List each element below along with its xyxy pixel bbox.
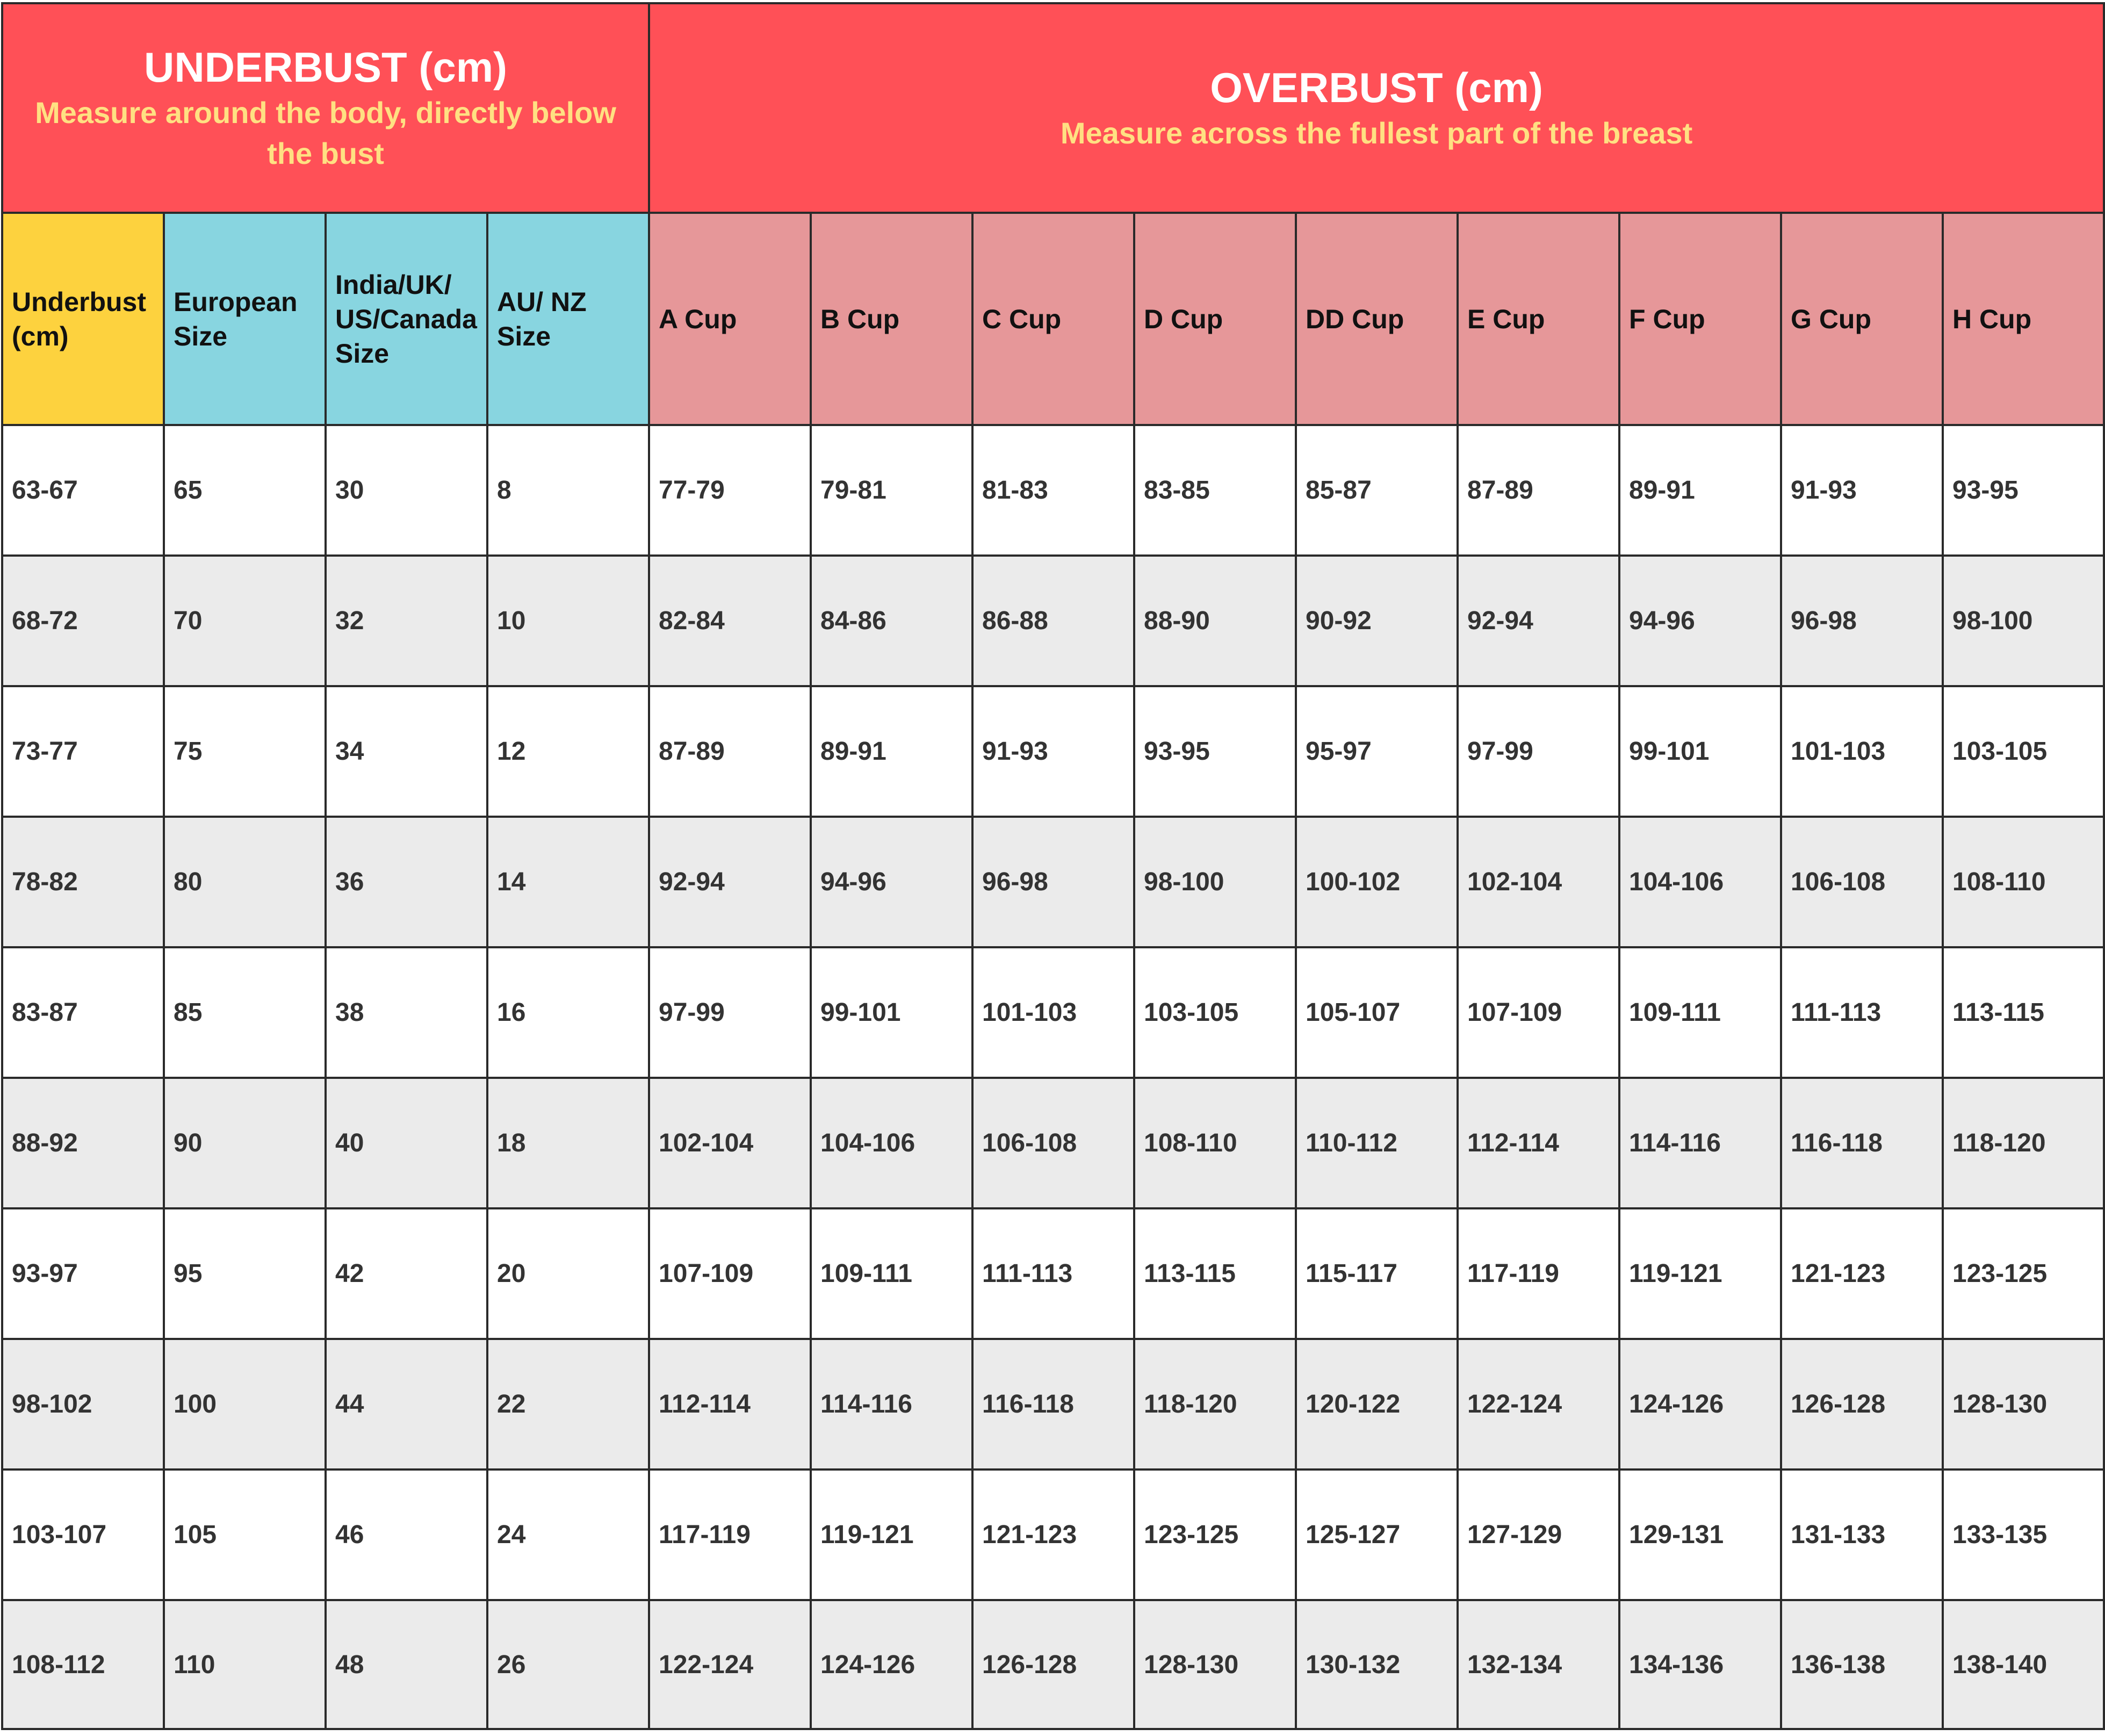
table-cell: 120-122: [1296, 1339, 1458, 1470]
column-header: B Cup: [811, 213, 972, 425]
table-cell: 126-128: [972, 1600, 1134, 1729]
table-cell: 107-109: [649, 1208, 811, 1339]
table-row: [2, 686, 2104, 817]
table-cell: 16: [487, 947, 649, 1078]
table-cell: 44: [326, 1339, 487, 1470]
column-header: DD Cup: [1296, 213, 1458, 425]
table-row: [2, 817, 2104, 947]
column-header: European Size: [164, 213, 326, 425]
table-cell: 80: [164, 817, 326, 947]
bra-size-chart: [1, 2, 2105, 1730]
table-cell: 77-79: [649, 425, 811, 556]
table-cell: 118-120: [1943, 1078, 2104, 1208]
table-cell: 104-106: [811, 1078, 972, 1208]
table-cell: 79-81: [811, 425, 972, 556]
table-cell: 111-113: [1781, 947, 1943, 1078]
table-cell: 132-134: [1458, 1600, 1619, 1729]
table-cell: 92-94: [1458, 556, 1619, 686]
column-header: D Cup: [1134, 213, 1296, 425]
band-header-row: [2, 3, 2104, 213]
table-cell: 133-135: [1943, 1470, 2104, 1600]
table-cell: 101-103: [972, 947, 1134, 1078]
underbust-band-title: UNDERBUST (cm): [144, 44, 508, 91]
table-cell: 87-89: [649, 686, 811, 817]
table-cell: 105-107: [1296, 947, 1458, 1078]
table-cell: 78-82: [2, 817, 164, 947]
table-cell: 84-86: [811, 556, 972, 686]
table-row: [2, 556, 2104, 686]
table-cell: 96-98: [972, 817, 1134, 947]
column-header: India/UK/ US/Canada Size: [326, 213, 487, 425]
table-cell: 134-136: [1619, 1600, 1781, 1729]
table-cell: 93-97: [2, 1208, 164, 1339]
table-cell: 124-126: [1619, 1339, 1781, 1470]
table-cell: 48: [326, 1600, 487, 1729]
table-cell: 117-119: [649, 1470, 811, 1600]
table-cell: 30: [326, 425, 487, 556]
table-cell: 88-90: [1134, 556, 1296, 686]
table-cell: 111-113: [972, 1208, 1134, 1339]
column-header: A Cup: [649, 213, 811, 425]
table-cell: 105: [164, 1470, 326, 1600]
table-cell: 63-67: [2, 425, 164, 556]
table-cell: 110-112: [1296, 1078, 1458, 1208]
table-cell: 121-123: [972, 1470, 1134, 1600]
table-cell: 106-108: [972, 1078, 1134, 1208]
table-cell: 90-92: [1296, 556, 1458, 686]
table-cell: 94-96: [811, 817, 972, 947]
table-cell: 98-102: [2, 1339, 164, 1470]
table-cell: 127-129: [1458, 1470, 1619, 1600]
table-cell: 87-89: [1458, 425, 1619, 556]
table-cell: 32: [326, 556, 487, 686]
table-cell: 22: [487, 1339, 649, 1470]
table-cell: 117-119: [1458, 1208, 1619, 1339]
table-cell: 123-125: [1134, 1470, 1296, 1600]
table-cell: 91-93: [1781, 425, 1943, 556]
overbust-band-header: [649, 3, 2104, 213]
table-cell: 90: [164, 1078, 326, 1208]
table-cell: 136-138: [1781, 1600, 1943, 1729]
table-row: [2, 1208, 2104, 1339]
table-cell: 107-109: [1458, 947, 1619, 1078]
table-cell: 103-107: [2, 1470, 164, 1600]
underbust-band-header: [2, 3, 649, 213]
table-cell: 89-91: [811, 686, 972, 817]
table-cell: 65: [164, 425, 326, 556]
table-cell: 88-92: [2, 1078, 164, 1208]
table-cell: 85: [164, 947, 326, 1078]
table-cell: 103-105: [1943, 686, 2104, 817]
table-cell: 92-94: [649, 817, 811, 947]
table-cell: 112-114: [649, 1339, 811, 1470]
table-cell: 104-106: [1619, 817, 1781, 947]
underbust-band-subtitle: Measure around the body, directly below the bust: [35, 96, 616, 170]
table-cell: 119-121: [1619, 1208, 1781, 1339]
table-cell: 121-123: [1781, 1208, 1943, 1339]
table-cell: 93-95: [1134, 686, 1296, 817]
table-cell: 128-130: [1134, 1600, 1296, 1729]
table-cell: 112-114: [1458, 1078, 1619, 1208]
table-cell: 68-72: [2, 556, 164, 686]
table-cell: 36: [326, 817, 487, 947]
table-cell: 99-101: [1619, 686, 1781, 817]
table-cell: 14: [487, 817, 649, 947]
table-row: [2, 1078, 2104, 1208]
table-cell: 100-102: [1296, 817, 1458, 947]
table-cell: 113-115: [1943, 947, 2104, 1078]
table-cell: 108-112: [2, 1600, 164, 1729]
table-cell: 18: [487, 1078, 649, 1208]
column-header: C Cup: [972, 213, 1134, 425]
table-cell: 99-101: [811, 947, 972, 1078]
table-cell: 116-118: [972, 1339, 1134, 1470]
table-cell: 101-103: [1781, 686, 1943, 817]
table-row: [2, 425, 2104, 556]
table-cell: 10: [487, 556, 649, 686]
table-cell: 34: [326, 686, 487, 817]
table-cell: 106-108: [1781, 817, 1943, 947]
table-cell: 138-140: [1943, 1600, 2104, 1729]
table-row: [2, 947, 2104, 1078]
table-cell: 97-99: [1458, 686, 1619, 817]
table-cell: 89-91: [1619, 425, 1781, 556]
table-cell: 26: [487, 1600, 649, 1729]
table-cell: 119-121: [811, 1470, 972, 1600]
table-cell: 114-116: [1619, 1078, 1781, 1208]
table-cell: 70: [164, 556, 326, 686]
table-cell: 42: [326, 1208, 487, 1339]
table-cell: 109-111: [1619, 947, 1781, 1078]
table-row: [2, 1339, 2104, 1470]
table-cell: 95-97: [1296, 686, 1458, 817]
table-row: [2, 1470, 2104, 1600]
table-cell: 129-131: [1619, 1470, 1781, 1600]
table-cell: 12: [487, 686, 649, 817]
table-cell: 116-118: [1781, 1078, 1943, 1208]
table-cell: 123-125: [1943, 1208, 2104, 1339]
table-cell: 93-95: [1943, 425, 2104, 556]
table-cell: 83-85: [1134, 425, 1296, 556]
table-cell: 109-111: [811, 1208, 972, 1339]
column-header: G Cup: [1781, 213, 1943, 425]
table-cell: 82-84: [649, 556, 811, 686]
column-header-row: [2, 213, 2104, 425]
table-cell: 73-77: [2, 686, 164, 817]
column-header: F Cup: [1619, 213, 1781, 425]
table-cell: 85-87: [1296, 425, 1458, 556]
table-cell: 115-117: [1296, 1208, 1458, 1339]
table-cell: 94-96: [1619, 556, 1781, 686]
table-cell: 125-127: [1296, 1470, 1458, 1600]
table-cell: 95: [164, 1208, 326, 1339]
table-cell: 130-132: [1296, 1600, 1458, 1729]
table-cell: 97-99: [649, 947, 811, 1078]
table-cell: 102-104: [649, 1078, 811, 1208]
table-cell: 122-124: [649, 1600, 811, 1729]
table-cell: 8: [487, 425, 649, 556]
table-cell: 20: [487, 1208, 649, 1339]
column-header: Underbust (cm): [2, 213, 164, 425]
overbust-band-subtitle: Measure across the fullest part of the breast: [1060, 116, 1693, 150]
table-cell: 102-104: [1458, 817, 1619, 947]
table-cell: 100: [164, 1339, 326, 1470]
table-cell: 108-110: [1134, 1078, 1296, 1208]
column-header: E Cup: [1458, 213, 1619, 425]
table-cell: 122-124: [1458, 1339, 1619, 1470]
table-cell: 98-100: [1943, 556, 2104, 686]
table-cell: 131-133: [1781, 1470, 1943, 1600]
table-cell: 110: [164, 1600, 326, 1729]
table-cell: 86-88: [972, 556, 1134, 686]
table-cell: 103-105: [1134, 947, 1296, 1078]
table-cell: 124-126: [811, 1600, 972, 1729]
table-cell: 113-115: [1134, 1208, 1296, 1339]
table-cell: 46: [326, 1470, 487, 1600]
table-cell: 98-100: [1134, 817, 1296, 947]
overbust-band-title: OVERBUST (cm): [1210, 64, 1543, 111]
table-cell: 38: [326, 947, 487, 1078]
table-cell: 126-128: [1781, 1339, 1943, 1470]
table-cell: 75: [164, 686, 326, 817]
column-header: AU/ NZ Size: [487, 213, 649, 425]
table-cell: 96-98: [1781, 556, 1943, 686]
table-cell: 114-116: [811, 1339, 972, 1470]
table-cell: 108-110: [1943, 817, 2104, 947]
table-cell: 128-130: [1943, 1339, 2104, 1470]
column-header: H Cup: [1943, 213, 2104, 425]
table-row: [2, 1600, 2104, 1729]
table-cell: 24: [487, 1470, 649, 1600]
table-cell: 40: [326, 1078, 487, 1208]
table-cell: 118-120: [1134, 1339, 1296, 1470]
table-cell: 81-83: [972, 425, 1134, 556]
table-cell: 91-93: [972, 686, 1134, 817]
table-cell: 83-87: [2, 947, 164, 1078]
